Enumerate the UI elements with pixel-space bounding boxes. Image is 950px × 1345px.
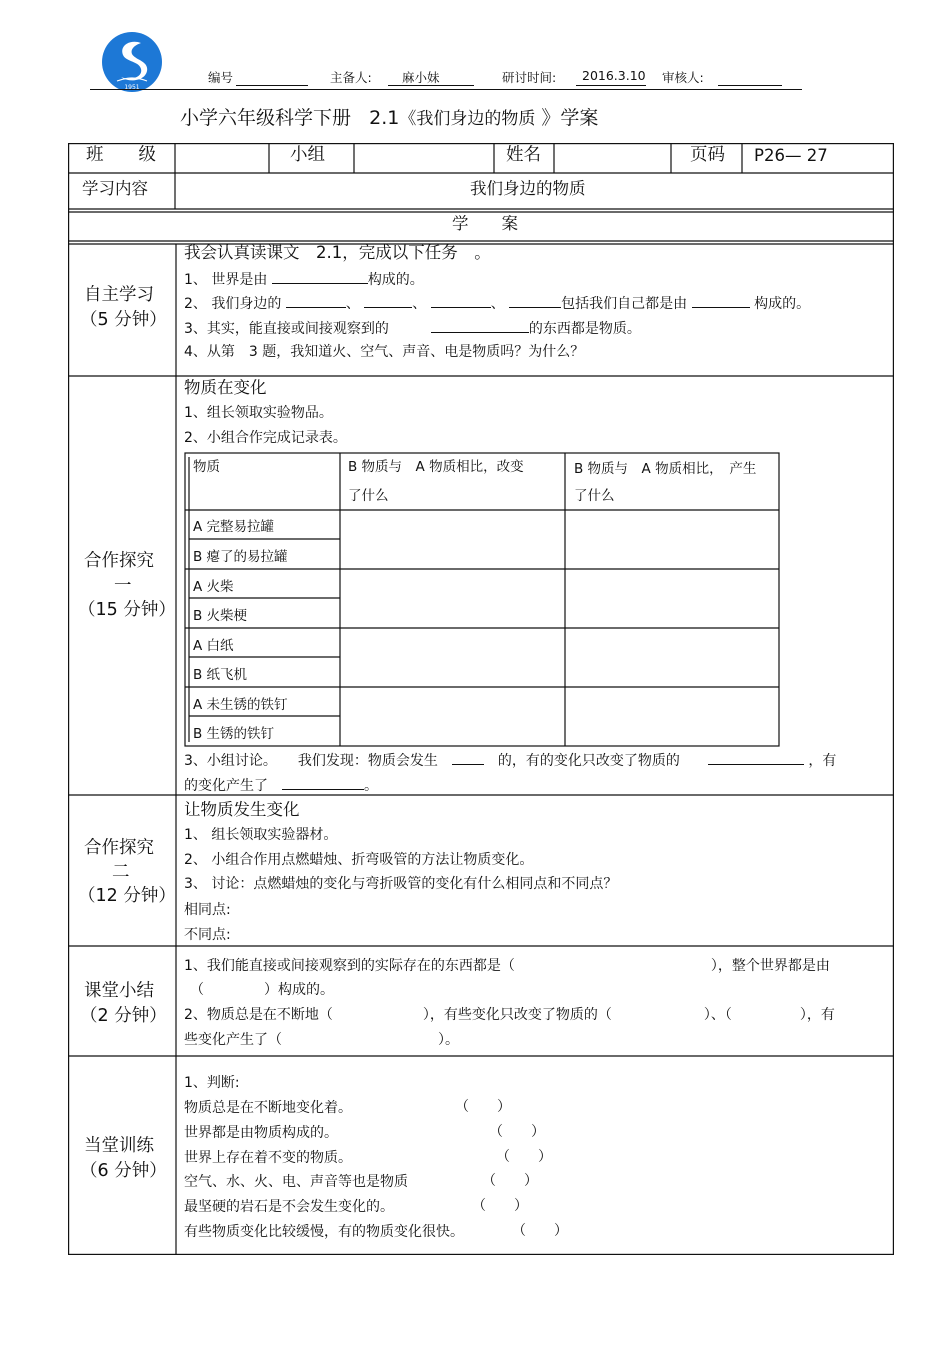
summary-line1-cont: （ ）构成的。	[190, 982, 334, 998]
time-label: 研讨时间:	[502, 70, 557, 85]
self-study-q1: 1、 世界是由 构成的。	[184, 272, 424, 288]
practice-paren-5[interactable]: （ ）	[472, 1198, 528, 1214]
inquiry1-title: 物质在变化	[184, 378, 267, 397]
summary-time: （2 分钟）	[80, 1006, 167, 1026]
inquiry2-label-num: 二	[112, 862, 130, 882]
table-row-1a: A 完整易拉罐	[193, 519, 275, 535]
practice-paren-1[interactable]: （ ）	[455, 1099, 511, 1115]
table-row-3a: A 白纸	[193, 638, 234, 654]
practice-item-1: 物质总是在不断地变化着。	[184, 1100, 352, 1116]
reviewer-blank	[718, 85, 782, 86]
summary-line2-cont: 些变化产生了（ ）。	[184, 1032, 459, 1048]
table-header-changed-1: B 物质与 A 物质相比，改变	[348, 459, 524, 475]
practice-item-2: 世界都是由物质构成的。	[184, 1125, 338, 1141]
plan-header: 学 案	[452, 214, 518, 233]
preparer-underline	[388, 85, 474, 86]
table-row-2a: A 火柴	[193, 579, 234, 595]
inquiry2-step3: 3、 讨论：点燃蜡烛的变化与弯折吸管的变化有什么相同点和不同点？	[184, 876, 618, 892]
logo-year: 1951	[124, 84, 140, 91]
group-label: 小组	[290, 145, 325, 165]
inquiry1-label: 合作探究	[84, 551, 154, 571]
group-field[interactable]	[355, 144, 494, 173]
inquiry2-title: 让物质发生变化	[184, 800, 300, 819]
name-label: 姓名	[506, 145, 541, 165]
number-label: 编号	[208, 70, 234, 85]
practice-label: 当堂训练	[84, 1136, 154, 1156]
time-value: 2016.3.10	[582, 68, 646, 83]
class-label: 班 级	[86, 145, 156, 165]
preparer-value: 麻小妹	[402, 70, 440, 85]
inquiry1-step3-cont: 的变化产生了 。	[184, 778, 378, 794]
self-study-q3: 3、其实，能直接或间接观察到的 的东西都是物质。	[184, 321, 641, 337]
name-field[interactable]	[555, 144, 671, 173]
class-field[interactable]	[176, 144, 269, 173]
practice-paren-4[interactable]: （ ）	[482, 1173, 538, 1189]
inquiry1-step1: 1、组长领取实验物品。	[184, 405, 333, 421]
inquiry1-step2: 2、小组合作完成记录表。	[184, 430, 347, 446]
practice-item-3: 世界上存在着不变的物质。	[184, 1150, 352, 1166]
inquiry2-diff: 不同点:	[184, 927, 231, 943]
inquiry1-step3: 3、小组讨论。 我们发现：物质会发生 的，有的变化只改变了物质的 ，有	[184, 753, 837, 769]
practice-item-6: 有些物质变化比较缓慢，有的物质变化很快。	[184, 1224, 464, 1240]
inquiry2-time: （12 分钟）	[78, 886, 176, 906]
page-title: 小学六年级科学下册 2.1《我们身边的物质 》学案	[180, 107, 599, 129]
table-row-3b: B 纸飞机	[193, 667, 248, 683]
content-value: 我们身边的物质	[470, 179, 586, 198]
page-value: P26— 27	[754, 146, 828, 165]
self-study-q2: 2、 我们身边的 、 、 、 包括我们自己都是由 构成的。	[184, 296, 811, 312]
practice-paren-6[interactable]: （ ）	[512, 1223, 568, 1239]
practice-paren-3[interactable]: （ ）	[496, 1149, 552, 1165]
practice-title: 1、判断:	[184, 1075, 240, 1091]
inquiry2-step2: 2、 小组合作用点燃蜡烛、折弯吸管的方法让物质变化。	[184, 852, 534, 868]
table-header-produced-1: B 物质与 A 物质相比， 产生	[574, 461, 757, 477]
practice-item-4: 空气、水、火、电、声音等也是物质	[184, 1174, 408, 1190]
inquiry1-time: （15 分钟）	[78, 600, 176, 620]
summary-line1: 1、我们能直接或间接观察到的实际存在的东西都是（ ），整个世界都是由	[184, 958, 830, 974]
self-study-title: 我会认真读课文 2.1，完成以下任务 。	[184, 243, 491, 262]
reviewer-label: 审核人:	[662, 70, 704, 85]
table-header-changed-2: 了什么	[348, 488, 389, 504]
table-header-produced-2: 了什么	[574, 488, 615, 504]
school-logo	[101, 31, 163, 93]
page-label: 页码	[690, 145, 725, 165]
summary-label: 课堂小结	[84, 981, 154, 1001]
table-header-substance: 物质	[193, 459, 220, 475]
table-row-1b: B 瘪了的易拉罐	[193, 549, 288, 565]
number-blank	[236, 85, 308, 86]
table-row-4a: A 未生锈的铁钉	[193, 697, 288, 713]
inquiry2-step1: 1、 组长领取实验器材。	[184, 827, 338, 843]
table-row-2b: B 火柴梗	[193, 608, 248, 624]
table-row-4b: B 生锈的铁钉	[193, 726, 275, 742]
summary-line2: 2、物质总是在不断地（ ），有些变化只改变了物质的（ ）、（ ），有	[184, 1007, 835, 1023]
content-label: 学习内容	[82, 179, 148, 198]
practice-time: （6 分钟）	[80, 1161, 167, 1181]
inquiry2-same: 相同点:	[184, 902, 231, 918]
time-underline	[576, 85, 646, 86]
practice-paren-2[interactable]: （ ）	[489, 1124, 545, 1140]
practice-item-5: 最坚硬的岩石是不会发生变化的。	[184, 1199, 394, 1215]
inquiry1-label-num: 一	[114, 576, 132, 596]
preparer-label: 主备人:	[330, 70, 372, 85]
self-study-q4: 4、从第 3 题，我知道火、空气、声音、电是物质吗？为什么？	[184, 344, 585, 360]
self-study-time: （5 分钟）	[80, 310, 167, 330]
header-rule	[90, 89, 802, 90]
inquiry2-label: 合作探究	[84, 838, 154, 858]
self-study-label: 自主学习	[84, 285, 154, 305]
